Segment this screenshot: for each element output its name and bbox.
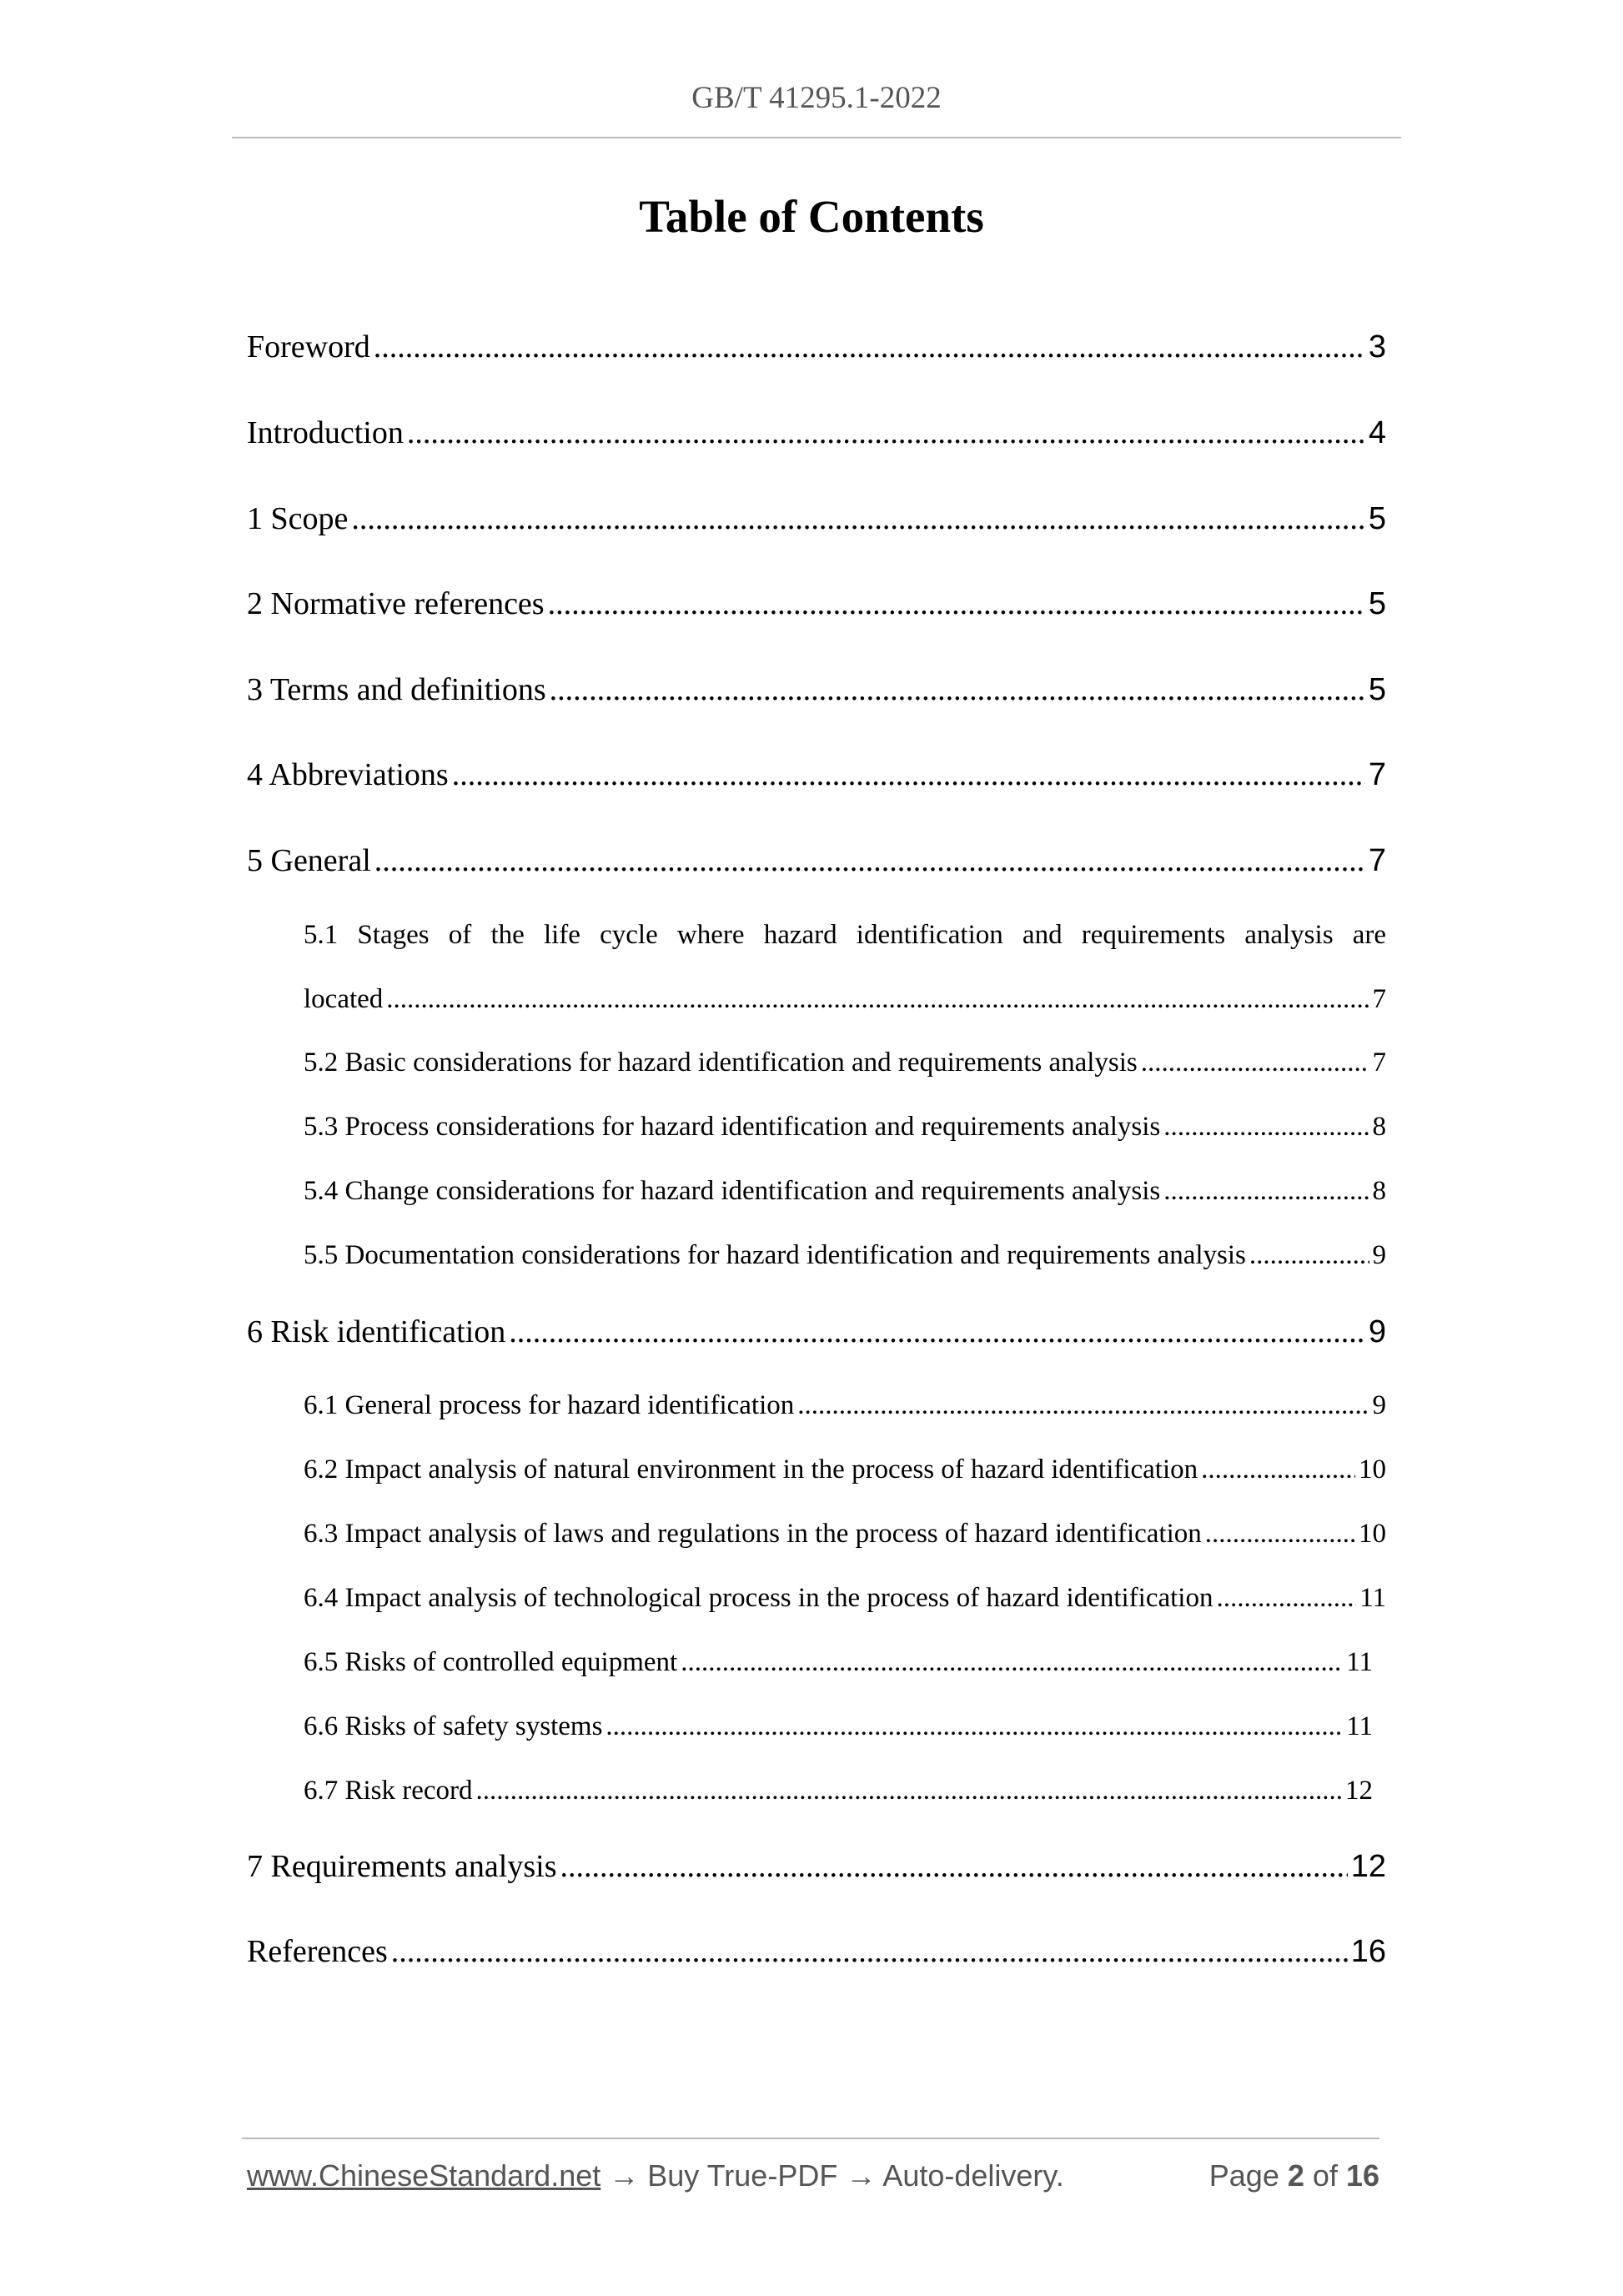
toc-entry-page: 12	[1350, 1849, 1386, 1884]
toc-entry-requirements-analysis[interactable]	[247, 1848, 1386, 1885]
footer-tagline: → Buy True-PDF → Auto-delivery.	[600, 2158, 1064, 2193]
toc-entry-page: 12	[1345, 1776, 1373, 1806]
page-indicator	[1209, 2158, 1379, 2193]
toc-entry-label: 6.4 Impact analysis of technological process in the process of hazard identification	[304, 1583, 1213, 1613]
toc-entry-page: 5	[1368, 672, 1386, 707]
toc-entry-5-4[interactable]	[304, 1176, 1386, 1207]
dot-leader	[797, 1390, 1369, 1421]
page-footer	[247, 2158, 1379, 2193]
toc-entry-label: 6.3 Impact analysis of laws and regulations in the process of hazard identification	[304, 1519, 1202, 1549]
toc-entry-6-6[interactable]	[304, 1711, 1373, 1742]
page-title: Table of Contents	[639, 191, 984, 242]
current-page-number: 2	[1287, 2158, 1304, 2193]
dot-leader	[1163, 1176, 1369, 1207]
toc-entry-label: 3 Terms and definitions	[247, 672, 546, 707]
toc-entry-label: 5.5 Documentation considerations for hazard identification and requirements analysis	[304, 1240, 1246, 1270]
toc-entry-page: 11	[1346, 1711, 1373, 1741]
toc-entry-foreword[interactable]	[247, 329, 1386, 365]
dot-leader	[605, 1711, 1343, 1742]
toc-entry-abbreviations[interactable]	[247, 756, 1386, 793]
dot-leader	[548, 585, 1365, 622]
toc-entry-page: 5	[1368, 586, 1386, 621]
toc-entry-label: References	[247, 1934, 388, 1969]
toc-entry-label: Introduction	[247, 415, 404, 450]
toc-entry-label: 7 Requirements analysis	[247, 1849, 557, 1884]
toc-entry-page: 16	[1350, 1934, 1386, 1969]
toc-entry-label: 2 Normative references	[247, 586, 545, 621]
footer-promo	[247, 2158, 1064, 2193]
dot-leader	[374, 329, 1365, 365]
toc-entry-introduction[interactable]	[247, 414, 1386, 451]
toc-entry-general[interactable]	[247, 842, 1386, 879]
toc-entry-page: 7	[1368, 843, 1386, 878]
toc-entry-page: 10	[1359, 1519, 1386, 1549]
toc-entry-6-2[interactable]	[304, 1454, 1386, 1485]
toc-entry-5-2[interactable]	[304, 1048, 1386, 1078]
toc-entry-risk-identification[interactable]	[247, 1314, 1386, 1350]
running-header: GB/T 41295.1-2022	[691, 81, 942, 115]
toc-entry-5-5[interactable]	[304, 1240, 1386, 1271]
toc-entry-5-3[interactable]	[304, 1112, 1386, 1143]
toc-entry-page: 9	[1372, 1240, 1386, 1270]
dot-leader	[391, 1933, 1348, 1970]
toc-entry-5-1[interactable]	[304, 984, 1386, 1015]
toc-entry-references[interactable]	[247, 1933, 1386, 1970]
dot-leader	[550, 671, 1365, 708]
toc-entry-label: 5.2 Basic considerations for hazard identification and requirements analysis	[304, 1048, 1138, 1078]
dot-leader	[386, 984, 1369, 1015]
dot-leader	[509, 1314, 1365, 1350]
dot-leader	[407, 414, 1365, 451]
dot-leader	[1163, 1112, 1369, 1143]
toc-entry-page: 8	[1372, 1112, 1386, 1142]
dot-leader	[560, 1848, 1347, 1885]
toc-entry-label: 5.4 Change considerations for hazard identification and requirements analysis	[304, 1176, 1161, 1206]
toc-entry-label: Foreword	[247, 329, 370, 364]
dot-leader	[351, 500, 1364, 537]
toc-entry-label: 5 General	[247, 843, 371, 878]
toc-entry-page: 11	[1346, 1647, 1373, 1677]
dot-leader	[374, 842, 1365, 879]
toc-entry-label: 4 Abbreviations	[247, 757, 449, 792]
toc-entry-label: 6.6 Risks of safety systems	[304, 1711, 603, 1741]
toc-entry-terms-definitions[interactable]	[247, 671, 1386, 708]
toc-entry-page: 11	[1359, 1583, 1386, 1613]
dot-leader	[1249, 1240, 1369, 1271]
toc-entry-label: 6.1 General process for hazard identification	[304, 1390, 795, 1420]
toc-entry-6-4[interactable]	[304, 1583, 1386, 1614]
toc-entry-label: located	[304, 984, 384, 1014]
of-word: of	[1312, 2158, 1338, 2193]
toc-entry-page: 10	[1359, 1454, 1386, 1485]
toc-entry-6-1[interactable]	[304, 1390, 1386, 1421]
toc-entry-label: 5.3 Process considerations for hazard identification and requirements analysis	[304, 1112, 1161, 1142]
toc-entry-page: 7	[1372, 1048, 1386, 1078]
toc-entry-label: 6.2 Impact analysis of natural environment in the process of hazard identification	[304, 1454, 1198, 1485]
dot-leader	[1201, 1454, 1355, 1485]
header-divider	[232, 137, 1401, 138]
toc-entry-page: 7	[1372, 984, 1386, 1014]
toc-entry-label: 6.7 Risk record	[304, 1776, 473, 1806]
dot-leader	[1141, 1048, 1369, 1078]
toc-entry-page: 7	[1368, 757, 1386, 792]
toc-entry-page: 8	[1372, 1176, 1386, 1206]
dot-leader	[681, 1647, 1343, 1678]
footer-divider	[242, 2138, 1379, 2139]
toc-entry-label: 6.5 Risks of controlled equipment	[304, 1647, 678, 1677]
toc-entry-label: 6 Risk identification	[247, 1314, 506, 1349]
toc-entry-label: 1 Scope	[247, 501, 349, 536]
website-link[interactable]: www.ChineseStandard.net	[247, 2158, 601, 2193]
toc-entry-5-1-line1[interactable]: 5.1 Stages of the life cycle where hazard identification and requirements analysis are	[304, 920, 1386, 950]
total-pages-number: 16	[1345, 2158, 1379, 2193]
dot-leader	[476, 1776, 1342, 1806]
dot-leader	[452, 756, 1365, 793]
toc-entry-page: 4	[1368, 415, 1386, 450]
toc-entry-page: 9	[1372, 1390, 1386, 1420]
dot-leader	[1205, 1519, 1355, 1550]
toc-entry-page: 3	[1368, 329, 1386, 364]
page-word: Page	[1208, 2158, 1279, 2193]
toc-entry-6-5[interactable]	[304, 1647, 1373, 1678]
toc-entry-page: 9	[1368, 1314, 1386, 1349]
toc-entry-scope[interactable]	[247, 500, 1386, 537]
toc-entry-6-7[interactable]	[304, 1776, 1373, 1806]
dot-leader	[1216, 1583, 1356, 1614]
toc-entry-page: 5	[1368, 501, 1386, 536]
toc-entry-normative-references[interactable]	[247, 585, 1386, 622]
toc-entry-6-3[interactable]	[304, 1519, 1386, 1550]
